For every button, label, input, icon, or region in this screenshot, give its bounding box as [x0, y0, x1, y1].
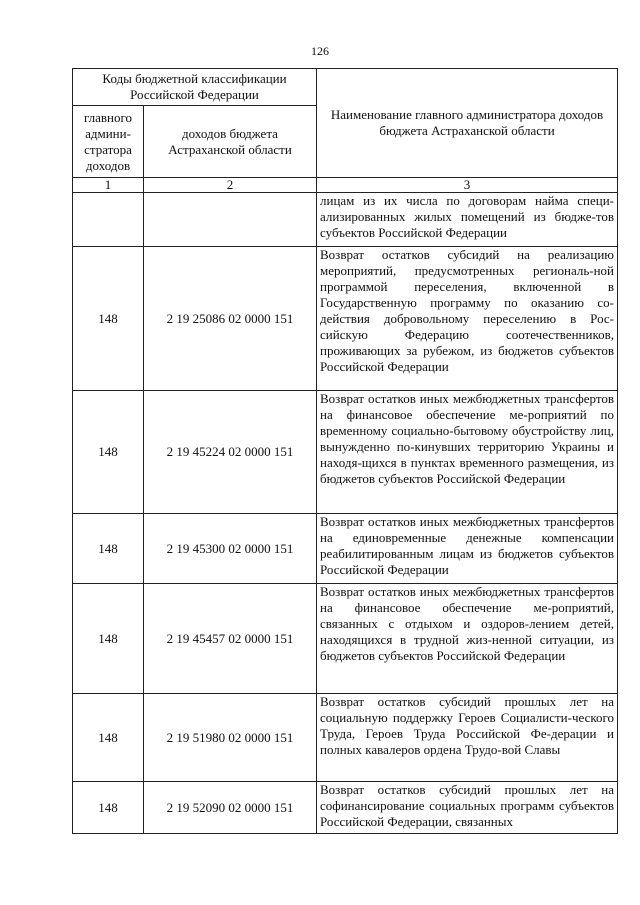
- administrator-name: Возврат остатков субсидий прошлых лет на софинансирование социальных программ субъектов Российской Федерации, связанных: [317, 782, 618, 834]
- table-row: [73, 782, 618, 834]
- admin-code: 148: [73, 391, 144, 514]
- income-code: 2 19 45457 02 0000 151: [144, 584, 317, 694]
- column-number: 3: [317, 178, 618, 193]
- column-number: 2: [144, 178, 317, 193]
- admin-code: [73, 193, 144, 247]
- table-row: [73, 391, 618, 514]
- administrator-name: Возврат остатков иных межбюджетных трансфертов на финансовое обеспечение ме-роприятий по временному социально-бытовому обустройству лиц, вынужденно по-кинувших территорию Украины и находя-щихся в пунктах временного размещения, из бюджетов субъектов Российской Федерации: [317, 391, 618, 514]
- header-administrator-name: Наименование главного администратора доходов бюджета Астраханской области: [317, 69, 618, 178]
- table-row: [73, 694, 618, 782]
- header-income-code: доходов бюджета Астраханской области: [144, 106, 317, 178]
- administrator-name: Возврат остатков иных межбюджетных трансфертов на финансовое обеспечение ме-роприятий, связанных с отдыхом и оздоров-лением детей, находящихся в трудной жиз-ненной ситуации, из бюджетов субъектов Российской Федерации: [317, 584, 618, 694]
- admin-code: 148: [73, 584, 144, 694]
- administrator-name: лицам из их числа по договорам найма специ-ализированных жилых помещений из бюдже-тов субъектов Российской Федерации: [317, 193, 618, 247]
- income-code: 2 19 25086 02 0000 151: [144, 247, 317, 391]
- table-row: [73, 514, 618, 584]
- administrator-name: Возврат остатков иных межбюджетных трансфертов на единовременные денежные компенсации реабилитированным лицам из бюджетов субъектов Российской Федерации: [317, 514, 618, 584]
- income-code: [144, 193, 317, 247]
- administrator-name: Возврат остатков субсидий на реализацию мероприятий, предусмотренных региональ-ной программой переселения, включенной в Государственную программу по оказанию со-действия добровольному переселению в Рос-сийскую Федерацию соотечественников, проживающих за рубежом, из бюджетов субъектов Российской Федерации: [317, 247, 618, 391]
- table-row: [73, 584, 618, 694]
- income-code: 2 19 52090 02 0000 151: [144, 782, 317, 834]
- admin-code: 148: [73, 694, 144, 782]
- administrator-name: Возврат остатков субсидий прошлых лет на социальную поддержку Героев Социалисти-ческого Труда, Героев Труда Российской Фе-дерации и полных кавалеров ордена Трудо-вой Славы: [317, 694, 618, 782]
- admin-code: 148: [73, 247, 144, 391]
- page-number: 126: [311, 44, 329, 58]
- admin-code: 148: [73, 782, 144, 834]
- header-main-administrator: главного админи-стратора доходов: [73, 106, 144, 178]
- table-row: [73, 247, 618, 391]
- income-code: 2 19 51980 02 0000 151: [144, 694, 317, 782]
- header-codes-group: Коды бюджетной классификации Российской Федерации: [73, 69, 317, 106]
- income-code: 2 19 45224 02 0000 151: [144, 391, 317, 514]
- column-number: 1: [73, 178, 144, 193]
- budget-classification-table: [72, 68, 618, 834]
- column-numbers-row: [73, 178, 618, 193]
- admin-code: 148: [73, 514, 144, 584]
- income-code: 2 19 45300 02 0000 151: [144, 514, 317, 584]
- table-row: [73, 193, 618, 247]
